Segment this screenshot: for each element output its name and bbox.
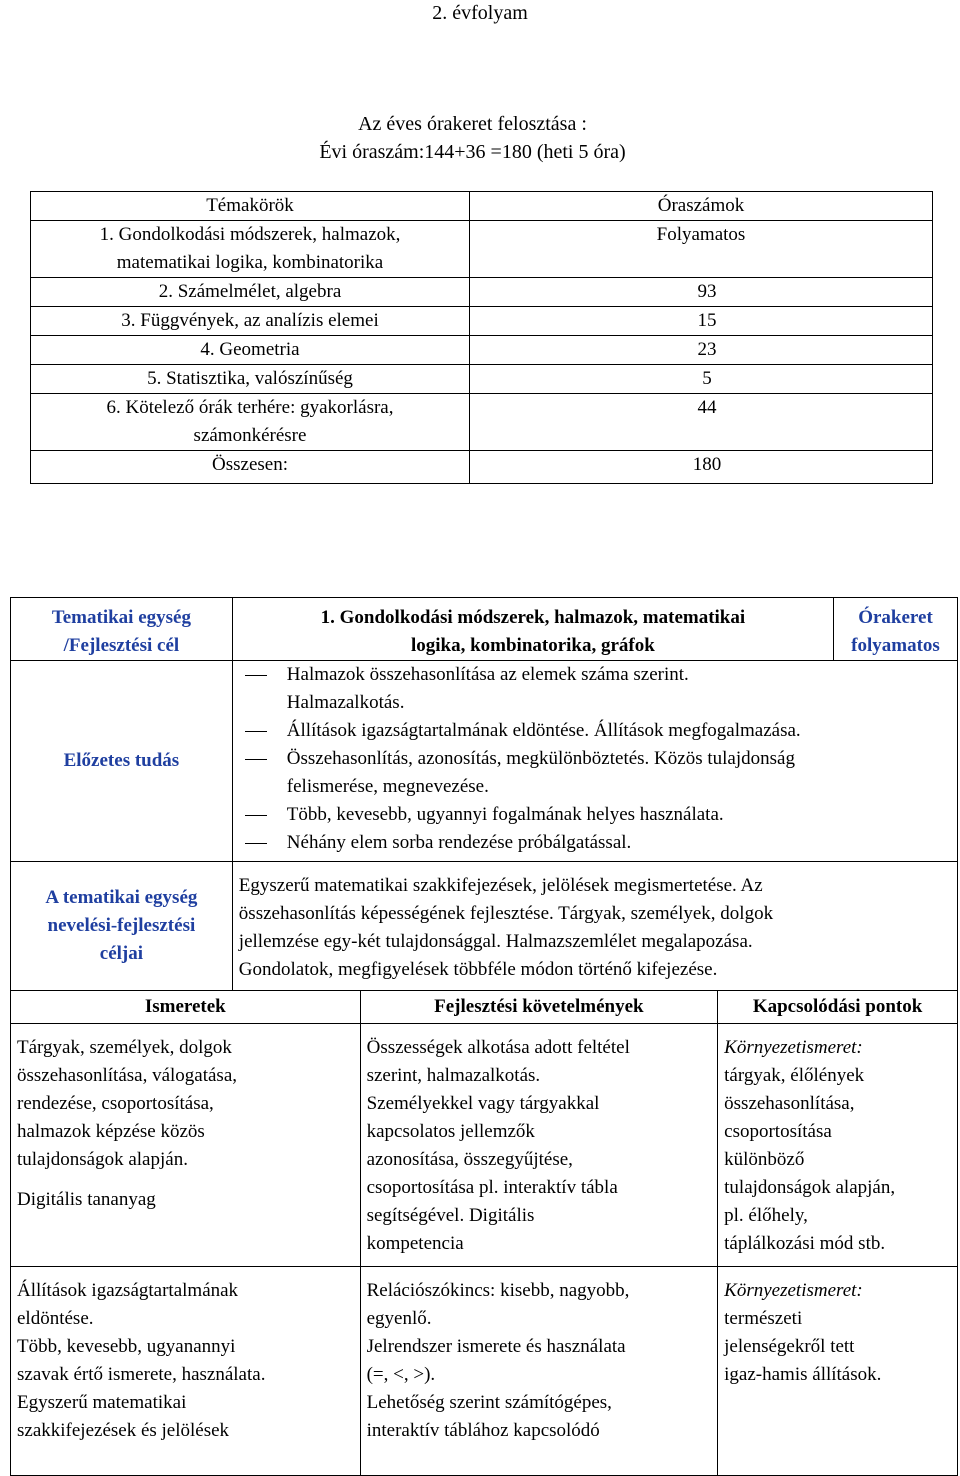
requirements-text: Személyekkel vagy tárgyakkal <box>366 1093 600 1114</box>
requirements-cell <box>360 1267 718 1476</box>
requirements-text: csoportosítása pl. interaktív tábla <box>366 1177 618 1198</box>
list-item <box>233 661 957 717</box>
column-header-knowledge: Ismeretek <box>11 991 361 1024</box>
connections-text: összehasonlítása, <box>724 1093 855 1114</box>
unit-title: logika, kombinatorika, gráfok <box>410 635 655 656</box>
topic-cell: 3. Függvények, az analízis elemei <box>31 307 470 336</box>
table-row <box>31 394 933 451</box>
prior-knowledge-list <box>233 661 957 857</box>
requirements-text: (=, <, >). <box>366 1364 436 1385</box>
list-item-text: Halmazalkotás. <box>286 692 405 713</box>
list-item <box>233 717 957 745</box>
knowledge-text: Tárgyak, személyek, dolgok <box>17 1037 232 1058</box>
list-item-text: Állítások igazságtartalmának eldöntése. Állítások megfogalmazása. <box>286 720 801 741</box>
total-row <box>31 451 933 484</box>
hours-cell: Folyamatos <box>470 221 933 278</box>
goals-text: jellemzése egy-két tulajdonsággal. Halmazszemlélet megalapozása. <box>238 931 753 952</box>
time-frame-cell <box>834 598 958 661</box>
time-frame-label: Órakeret <box>858 607 933 628</box>
connections-cell <box>718 1024 958 1267</box>
knowledge-cell <box>11 1024 361 1267</box>
column-header-requirements: Fejlesztési követelmények <box>360 991 718 1024</box>
connections-text: pl. élőhely, <box>724 1205 808 1226</box>
knowledge-text: halmazok képzése közös <box>17 1121 205 1142</box>
table-header-row <box>31 192 933 221</box>
connections-text: tárgyak, élőlények <box>724 1065 865 1086</box>
goals-cell <box>232 862 957 991</box>
requirements-text: kompetencia <box>366 1233 464 1254</box>
topic-cell: 5. Statisztika, valószínűség <box>31 365 470 394</box>
total-value: 180 <box>470 451 933 484</box>
time-frame-value: folyamatos <box>851 635 940 656</box>
goals-text: Egyszerű matematikai szakkifejezések, jelölések megismertetése. Az <box>238 875 763 896</box>
requirements-text: interaktív táblához kapcsolódó <box>366 1420 600 1441</box>
topic-text: számonkérésre <box>193 425 307 446</box>
requirements-text: segítségével. Digitális <box>366 1205 535 1226</box>
hours-cell: 93 <box>470 278 933 307</box>
knowledge-text: Több, kevesebb, ugyanannyi <box>17 1336 236 1357</box>
goals-label: nevelési-fejlesztési <box>47 915 196 936</box>
unit-title-row <box>11 598 958 661</box>
hours-cell: 23 <box>470 336 933 365</box>
goals-text: Gondolatok, megfigyelések többféle módon történő kifejezése. <box>238 959 718 980</box>
requirements-text: egyenlő. <box>366 1308 432 1329</box>
connections-text: táplálkozási mód stb. <box>724 1233 886 1254</box>
requirements-cell <box>360 1024 718 1267</box>
goals-label-cell <box>11 862 233 991</box>
table-row <box>31 336 933 365</box>
knowledge-text: eldöntése. <box>17 1308 94 1329</box>
hours-cell: 5 <box>470 365 933 394</box>
requirements-text: Lehetőség szerint számítógépes, <box>366 1392 612 1413</box>
hours-summary-table <box>30 191 933 484</box>
unit-title: 1. Gondolkodási módszerek, halmazok, matematikai <box>320 607 746 628</box>
column-header-row <box>11 991 958 1024</box>
column-header-connections: Kapcsolódási pontok <box>718 991 958 1024</box>
list-item-text: Néhány elem sorba rendezése próbálgatással. <box>286 832 632 853</box>
topic-cell <box>31 221 470 278</box>
annual-hours: Évi óraszám:144+36 =180 (heti 5 óra) <box>319 141 626 163</box>
list-item <box>233 829 957 857</box>
knowledge-text: összehasonlítása, válogatása, <box>17 1065 238 1086</box>
goals-label: A tematikai egység <box>45 887 198 908</box>
prior-knowledge-row <box>11 661 958 862</box>
connections-text: csoportosítása <box>724 1121 832 1142</box>
thematic-unit-table <box>10 597 958 1476</box>
unit-label: /Fejlesztési cél <box>63 635 180 656</box>
content-row <box>11 1024 958 1267</box>
knowledge-cell <box>11 1267 361 1476</box>
column-header-topics: Témakörök <box>31 192 470 221</box>
connections-text: természeti <box>724 1308 803 1329</box>
goals-text: összehasonlítás képességének fejlesztése. Tárgyak, személyek, dolgok <box>238 903 774 924</box>
list-item-text: Halmazok összehasonlítása az elemek száma szerint. <box>286 664 689 685</box>
content-row <box>11 1267 958 1476</box>
connections-text: tulajdonságok alapján, <box>724 1177 896 1198</box>
connections-cell <box>718 1267 958 1476</box>
topic-cell: 4. Geometria <box>31 336 470 365</box>
topic-cell <box>31 394 470 451</box>
goals-row <box>11 862 958 991</box>
list-item <box>233 801 957 829</box>
hours-cell: 15 <box>470 307 933 336</box>
requirements-text: Összességek alkotása adott feltétel <box>366 1037 630 1058</box>
requirements-text: szerint, halmazalkotás. <box>366 1065 541 1086</box>
knowledge-text: rendezése, csoportosítása, <box>17 1093 214 1114</box>
connection-subject: Környezetismeret: <box>724 1037 863 1058</box>
column-header-hours: Óraszámok <box>470 192 933 221</box>
list-item-text: Összehasonlítás, azonosítás, megkülönböztetés. Közös tulajdonság <box>286 748 795 769</box>
table-row <box>31 278 933 307</box>
knowledge-text: szavak értő ismerete, használata. <box>17 1364 266 1385</box>
prior-knowledge-cell <box>232 661 957 862</box>
allocation-title: Az éves órakeret felosztása : <box>358 113 587 135</box>
unit-title-cell <box>232 598 833 661</box>
unit-label-cell <box>11 598 233 661</box>
prior-knowledge-label: Előzetes tudás <box>11 661 233 862</box>
table-row <box>31 221 933 278</box>
digital-material-note: Digitális tananyag <box>17 1189 156 1210</box>
connection-subject: Környezetismeret: <box>724 1280 863 1301</box>
requirements-text: azonosítása, összegyűjtése, <box>366 1149 573 1170</box>
knowledge-text: szakkifejezések és jelölések <box>17 1420 230 1441</box>
knowledge-text: Egyszerű matematikai <box>17 1392 187 1413</box>
knowledge-text: tulajdonságok alapján. <box>17 1149 188 1170</box>
requirements-text: Relációszókincs: kisebb, nagyobb, <box>366 1280 630 1301</box>
list-item-text: Több, kevesebb, ugyannyi fogalmának helyes használata. <box>286 804 724 825</box>
topic-text: 6. Kötelező órák terhére: gyakorlásra, <box>106 397 394 418</box>
connections-text: igaz-hamis állítások. <box>724 1364 882 1385</box>
page-header: 2. évfolyam <box>432 2 528 24</box>
list-item-text: felismerése, megnevezése. <box>286 776 489 797</box>
knowledge-text: Állítások igazságtartalmának <box>17 1280 239 1301</box>
table-row <box>31 365 933 394</box>
hours-cell: 44 <box>470 394 933 451</box>
goals-label: céljai <box>99 943 144 964</box>
requirements-text: Jelrendszer ismerete és használata <box>366 1336 626 1357</box>
list-item <box>233 745 957 801</box>
connections-text: különböző <box>724 1149 805 1170</box>
topic-cell: 2. Számelmélet, algebra <box>31 278 470 307</box>
unit-label: Tematikai egység <box>51 607 191 628</box>
total-label: Összesen: <box>31 451 470 484</box>
connections-text: jelenségekről tett <box>724 1336 855 1357</box>
topic-text: matematikai logika, kombinatorika <box>116 252 384 273</box>
table-row <box>31 307 933 336</box>
topic-text: 1. Gondolkodási módszerek, halmazok, <box>99 224 401 245</box>
requirements-text: kapcsolatos jellemzők <box>366 1121 535 1142</box>
